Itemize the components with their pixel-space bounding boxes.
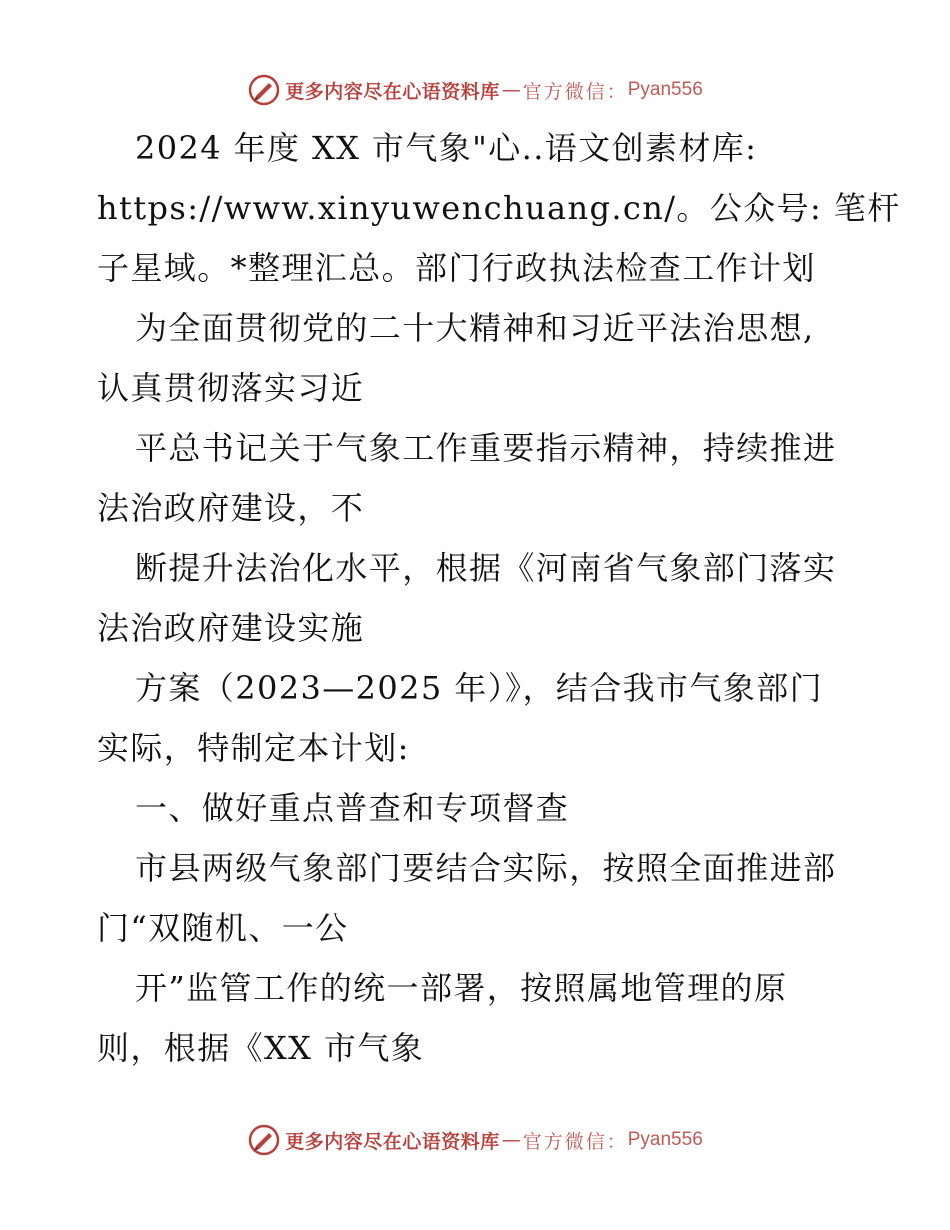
- banner-wechat-id: Pyan556: [627, 79, 703, 100]
- body-line: 为全面贯彻党的二十大精神和习近平法治思想,: [135, 309, 815, 347]
- body-line: 市县两级气象部门要结合实际，按照全面推进部: [135, 849, 837, 887]
- banner-wechat-label: 官方微信：: [522, 1130, 628, 1153]
- document-body: [97, 118, 901, 1078]
- header-watermark-banner: [0, 70, 950, 110]
- pen-logo-icon: [247, 73, 281, 107]
- footer-watermark-banner: [0, 1120, 950, 1160]
- banner-library-name: 更多内容尽在心语资料库: [285, 1130, 500, 1153]
- body-line: 断提升法治化水平，根据《河南省气象部门落实: [135, 549, 837, 587]
- banner-separator: —: [501, 79, 521, 101]
- banner-wechat-id: Pyan556: [627, 1129, 703, 1150]
- banner-library-name: 更多内容尽在心语资料库: [285, 80, 500, 103]
- body-line: 2024 年度 XX 市气象"心..语文创素材库:: [135, 129, 758, 167]
- banner-separator: —: [501, 1129, 521, 1151]
- body-line: 实际，特制定本计划:: [97, 729, 410, 767]
- body-line: https://www.xinyuwenchuang.cn/。公众号: 笔杆: [97, 189, 901, 227]
- body-line: 门“双随机、一公: [97, 909, 349, 947]
- body-line: 则，根据《XX 市气象: [97, 1029, 425, 1067]
- body-line: 方案（2023—2025 年）》，结合我市气象部门: [135, 669, 824, 707]
- body-line: 开”监管工作的统一部署，按照属地管理的原: [135, 969, 788, 1007]
- pen-logo-icon: [247, 1123, 281, 1157]
- body-line: 认真贯彻落实习近: [97, 369, 365, 407]
- banner-wechat-label: 官方微信：: [522, 80, 628, 103]
- body-line: 法治政府建设，不: [97, 489, 365, 527]
- body-line: 子星域。*整理汇总。部门行政执法检查工作计划: [97, 249, 816, 287]
- body-line: 平总书记关于气象工作重要指示精神，持续推进: [135, 429, 837, 467]
- section-heading: 一、做好重点普查和专项督查: [135, 789, 570, 827]
- body-line: 法治政府建设实施: [97, 609, 365, 647]
